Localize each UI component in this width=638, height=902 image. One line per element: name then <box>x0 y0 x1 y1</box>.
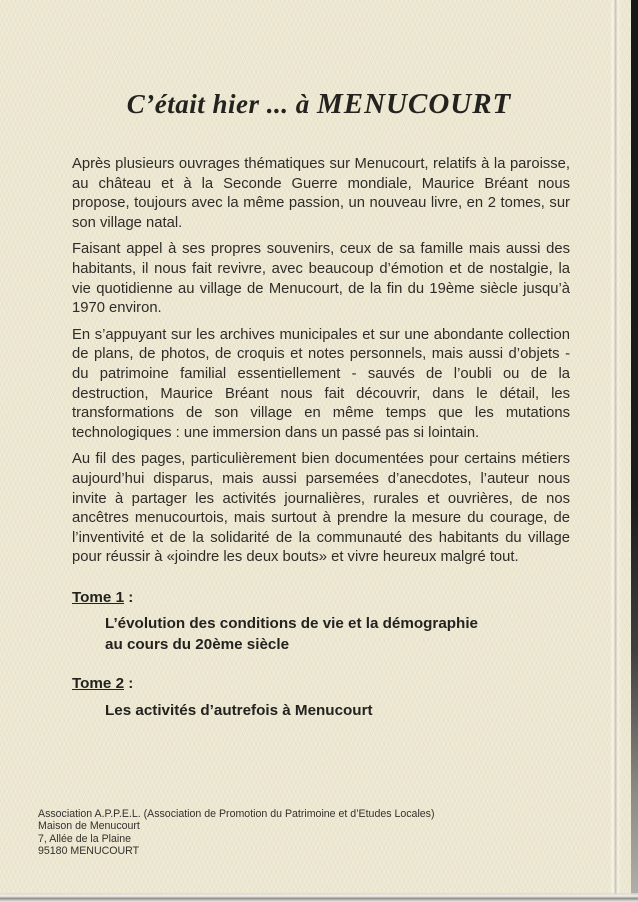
body-text <box>72 155 570 721</box>
tome-2-description <box>105 700 570 721</box>
tome-2-description-line: Les activités d’autrefois à Menucourt <box>105 702 373 720</box>
tome-1-description-line: au cours du 20ème siècle <box>105 636 290 654</box>
tome-1-heading <box>72 588 570 608</box>
tome-2-section <box>72 674 570 721</box>
page-crease-artifact <box>610 0 621 902</box>
tome-1-section <box>72 588 570 656</box>
tome-2-heading <box>72 674 570 694</box>
tome-1-separator: : <box>124 588 134 606</box>
tome-2-separator: : <box>124 675 134 693</box>
paragraph-pages: Au fil des pages, particulièrement bien documentées pour certains métiers aujourd’hui disparus, mais aussi parsemées d’anecdotes, l’auteur nous invite à partager les activités journalières, rurales et ouvrières, de nos ancêtres menucourtois, mais surtout à prendre la mesure du courage, de l’inventivité et de la solidarité de la communauté des habitants du village pour réussir à «joindre les deux bouts» et vivre heureux malgré tout. <box>72 451 570 566</box>
tome-1-description <box>105 613 570 655</box>
address-line: Maison de Menucourt <box>38 820 140 833</box>
tome-list <box>72 588 570 721</box>
page-title-emphasis: MENUCOURT <box>316 88 512 120</box>
publisher-address-block <box>38 808 435 858</box>
paragraph-souvenirs: Faisant appel à ses propres souvenirs, ceux de sa famille mais aussi des habitants, il nous fait revivre, avec beaucoup d’émotion et de nostalgie, la vie quotidienne au village de Menucourt, de la fin du 19ème siècle jusqu’à 1970 environ. <box>72 241 570 317</box>
tome-2-label: Tome 2 <box>72 675 125 693</box>
page-title-lead: C’était hier ... à <box>126 89 317 119</box>
address-line: 7, Allée de la Plaine <box>38 832 132 845</box>
address-line: 95180 MENUCOURT <box>38 845 140 858</box>
paragraph-intro: Après plusieurs ouvrages thématiques sur Menucourt, relatifs à la paroisse, au château et à la Seconde Guerre mondiale, Maurice Bréant nous propose, toujours avec la même passion, un nouveau livre, en 2 tomes, sur son village natal. <box>72 156 570 231</box>
page-title <box>0 0 638 121</box>
tome-1-label: Tome 1 <box>72 588 125 606</box>
scan-edge-bottom <box>0 893 638 902</box>
tome-1-description-line: L’évolution des conditions de vie et la démographie <box>105 615 479 633</box>
paragraph-archives: En s’appuyant sur les archives municipales et sur une abondante collection de plans, de photos, de croquis et notes personnels, mais aussi d’objets - du patrimoine familial essentiellement - sauvés de l’oubli ou de la destruction, Maurice Bréant nous fait découvrir, dans le détail, les transformations de son village en même temps que les mutations technologiques : une immersion dans un passé pas si lointain. <box>72 326 570 441</box>
scan-edge-right <box>631 0 638 902</box>
association-name-line: Association A.P.P.E.L. (Association de Promotion du Patrimoine et d’Etudes Locales) <box>38 808 435 820</box>
